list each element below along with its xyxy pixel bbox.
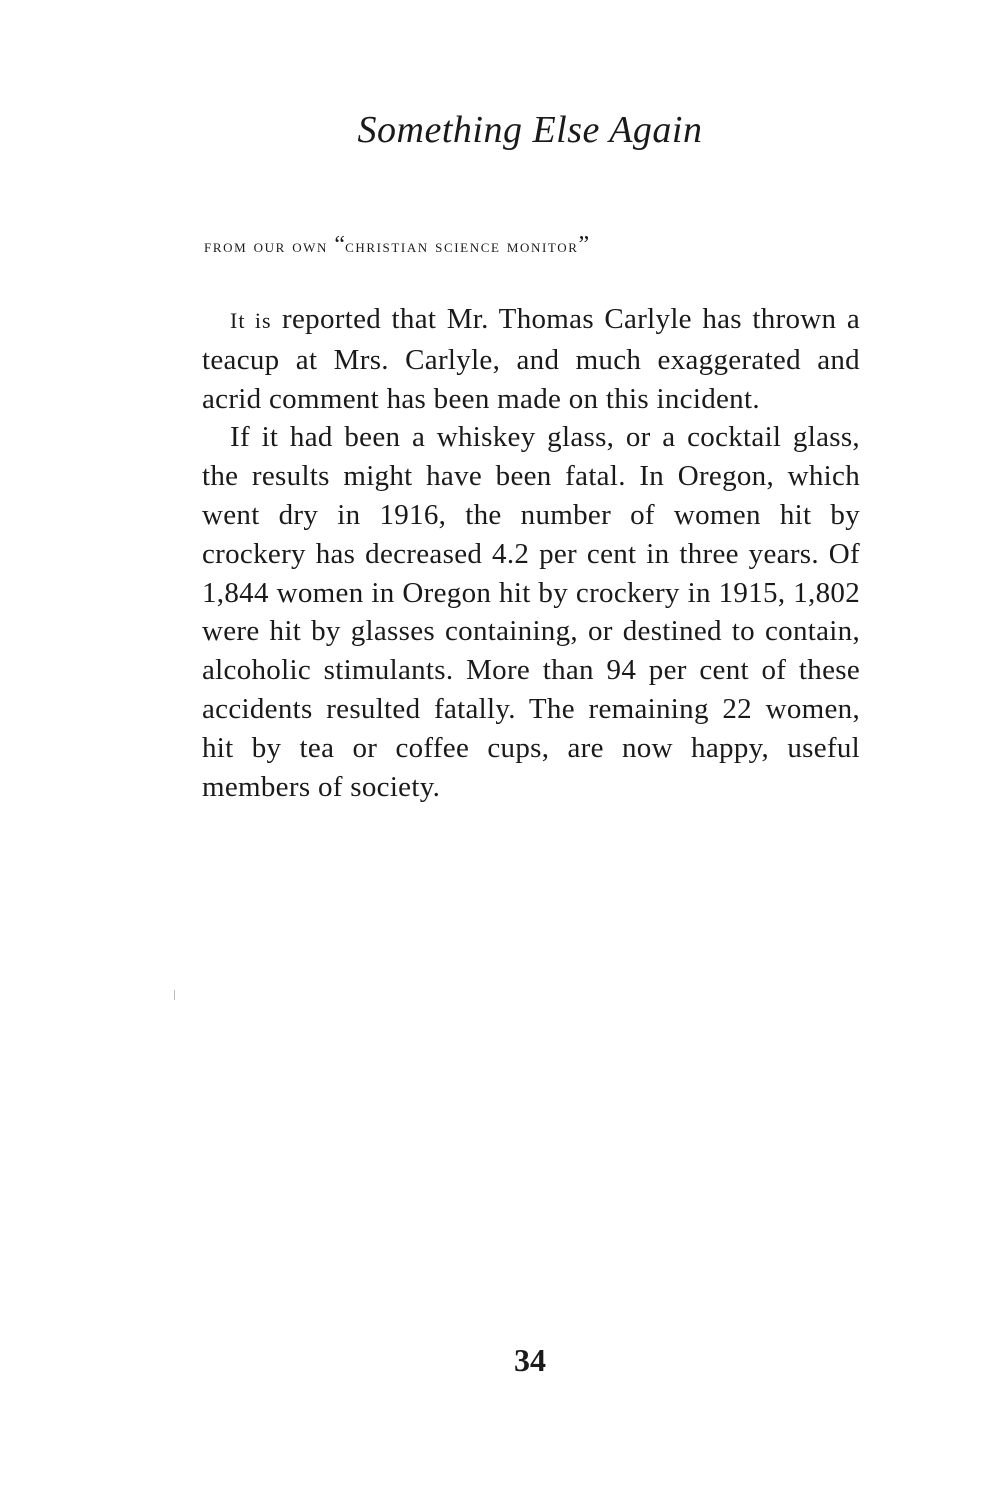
section-heading-title: christian science monitor [345,236,579,257]
page-number: 34 [514,1342,546,1378]
open-quote: “ [334,232,346,258]
paragraph-2: If it had been a whiskey glass, or a cocktail glass, the results might have been fatal. In Oregon, which went dry in 1916, the number of women hit by crockery has decreased 4.2 per cent in three years. Of 1,844 women in Oregon hit by crockery in 1915, 1,802 were hit by glasses containing, or destined to contain, alcoholic stimulants. More than 94 per cent of these accidents resulted fatally. The remaining 22 women, hit by tea or coffee cups, are now happy, useful members of society. [202,421,860,803]
section-heading-prefix: from our own [204,236,329,257]
paragraph-1 [202,300,860,418]
section-heading [204,232,864,259]
paragraph-1-text: reported that Mr. Thomas Carlyle has thrown a teacup at Mrs. Carlyle, and much exaggerated and acrid comment has been made on this incident. [202,303,860,415]
paragraph-1-lead: It is [230,308,272,333]
print-speck [174,990,175,1000]
running-head: Something Else Again [357,109,703,151]
body-text [202,300,860,806]
close-quote: ” [578,232,590,258]
